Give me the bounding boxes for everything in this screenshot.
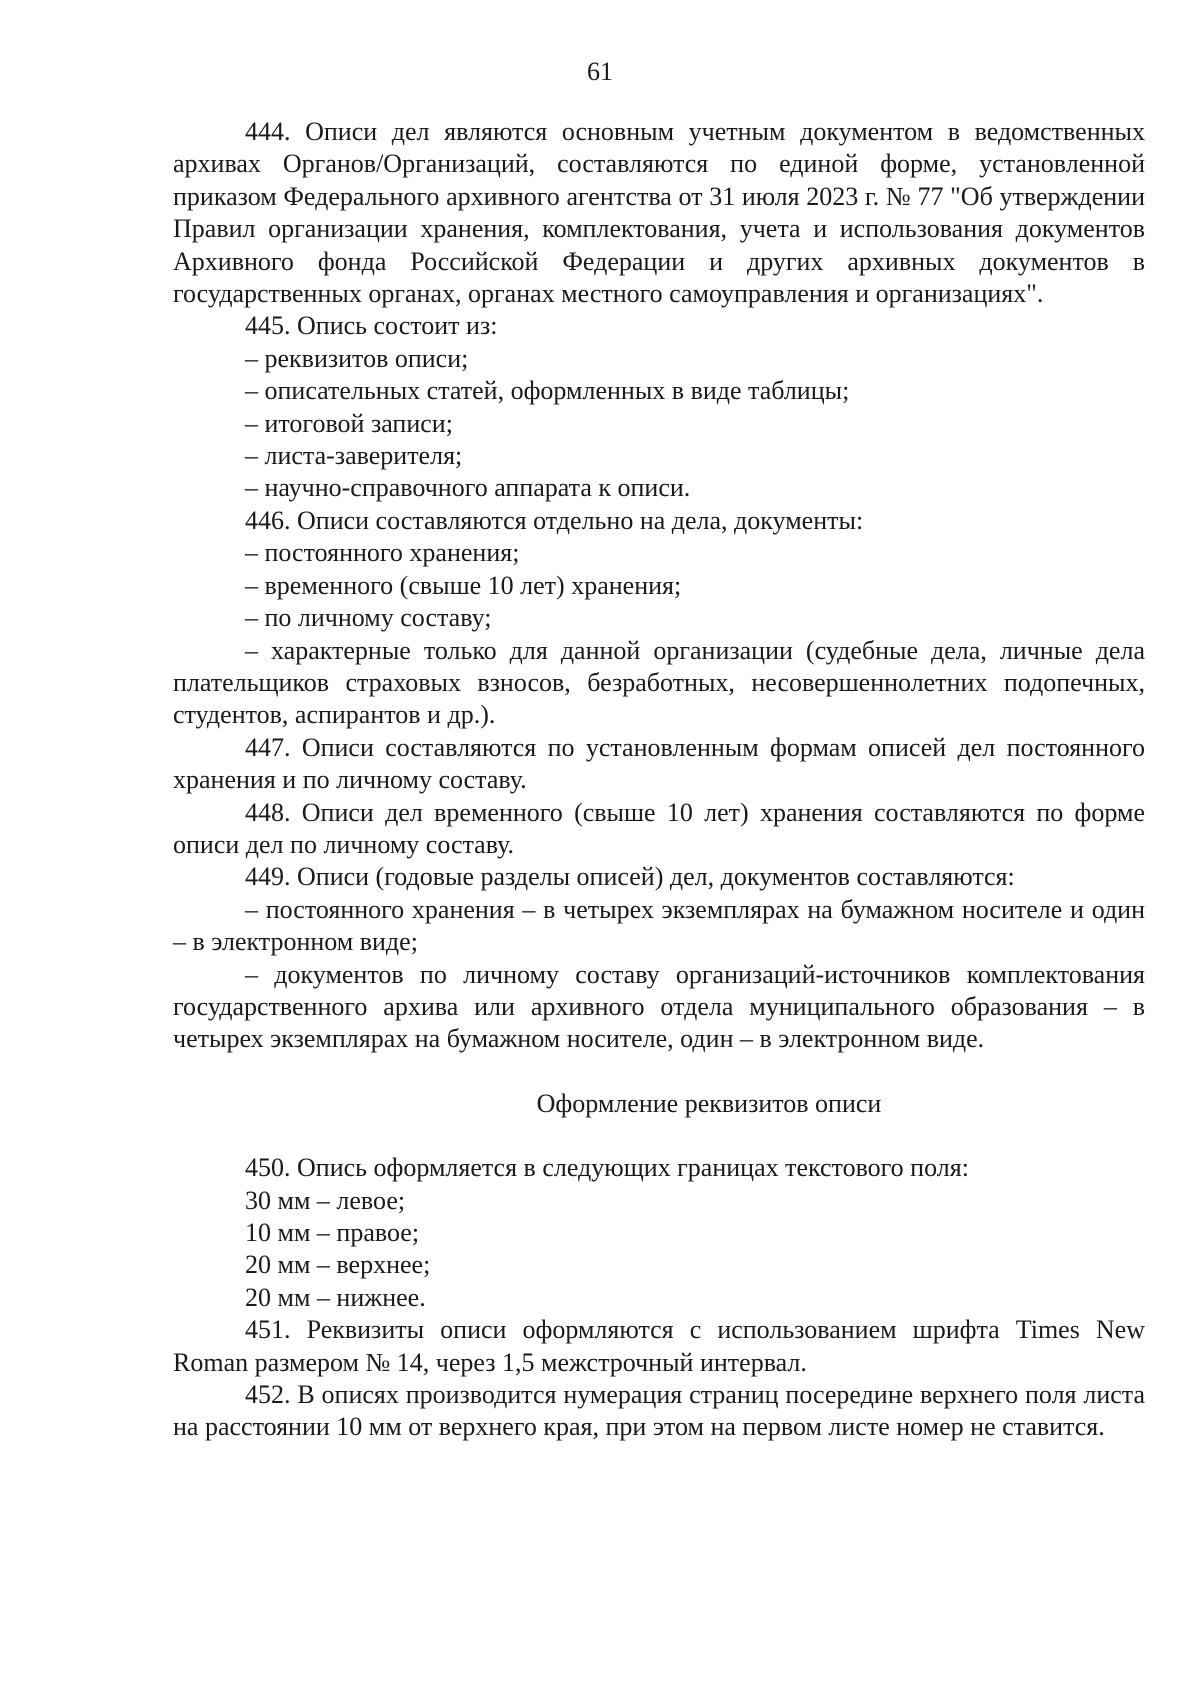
paragraph: 448. Описи дел временного (свыше 10 лет) хранения составляются по форме описи дел по личному составу. — [173, 797, 1145, 859]
text-line: 445. Опись состоит из: — [245, 311, 498, 341]
text-line: – листа-заверителя; — [245, 441, 463, 471]
paragraph: 451. Реквизиты описи оформляются с использованием шрифта Times New Roman размером № 14, через 1,5 межстрочный интервал. — [173, 1315, 1145, 1377]
text-line: – описательных статей, оформленных в виде таблицы; — [245, 376, 850, 406]
document-body — [173, 116, 1145, 1444]
paragraph: 444. Описи дел являются основным учетным документом в ведомственных архивах Органов/Организаций, составляются по единой форме, установленной приказом Федерального архивного агентства от 31 июля 2023 г. № 77 "Об утверждении Правил организации хранения, комплектования, учета и использования документов Архивного фонда Российской Федерации и других архивных документов в государственных органах, органах местного самоуправления и организациях". — [173, 117, 1145, 309]
text-line: – по личному составу; — [245, 603, 492, 633]
text-line: – итоговой записи; — [245, 408, 453, 438]
text-line: 20 мм – верхнее; — [245, 1250, 431, 1280]
text-line: 450. Опись оформляется в следующих границах текстового поля: — [245, 1153, 969, 1183]
text-line: – реквизитов описи; — [245, 343, 469, 373]
text-line: 30 мм – левое; — [245, 1185, 406, 1215]
text-line: 20 мм – нижнее. — [245, 1282, 426, 1312]
paragraph: – постоянного хранения – в четырех экземплярах на бумажном носителе и один – в электронном виде; — [173, 894, 1145, 957]
text-line: – временного (свыше 10 лет) хранения; — [245, 570, 682, 600]
paragraph: 452. В описях производится нумерация страниц посередине верхнего поля листа на расстоянии 10 мм от верхнего края, при этом на первом листе номер не ставится. — [173, 1380, 1145, 1442]
text-line: – научно-справочного аппарата к описи. — [245, 473, 691, 503]
text-line: – постоянного хранения; — [245, 538, 520, 568]
paragraph: – документов по личному составу организаций-источников комплектования государственного архива или архивного отдела муниципального образования – в четырех экземплярах на бумажном носителе, один – в электронном виде. — [173, 959, 1145, 1054]
page-number: 61 — [587, 57, 613, 86]
paragraph: – характерные только для данной организации (судебные дела, личные дела плательщиков страховых взносов, безработных, несовершеннолетних подопечных, студентов, аспирантов и др.). — [173, 635, 1145, 730]
text-line: 10 мм – правое; — [245, 1218, 420, 1247]
paragraph: 447. Описи составляются по установленным формам описей дел постоянного хранения и по личному составу. — [173, 732, 1145, 795]
text-line: 446. Описи составляются отдельно на дела, документы: — [245, 505, 864, 535]
text-line: 449. Описи (годовые разделы описей) дел, документов составляются: — [245, 862, 1015, 892]
section-heading: Оформление реквизитов описи — [536, 1088, 882, 1118]
